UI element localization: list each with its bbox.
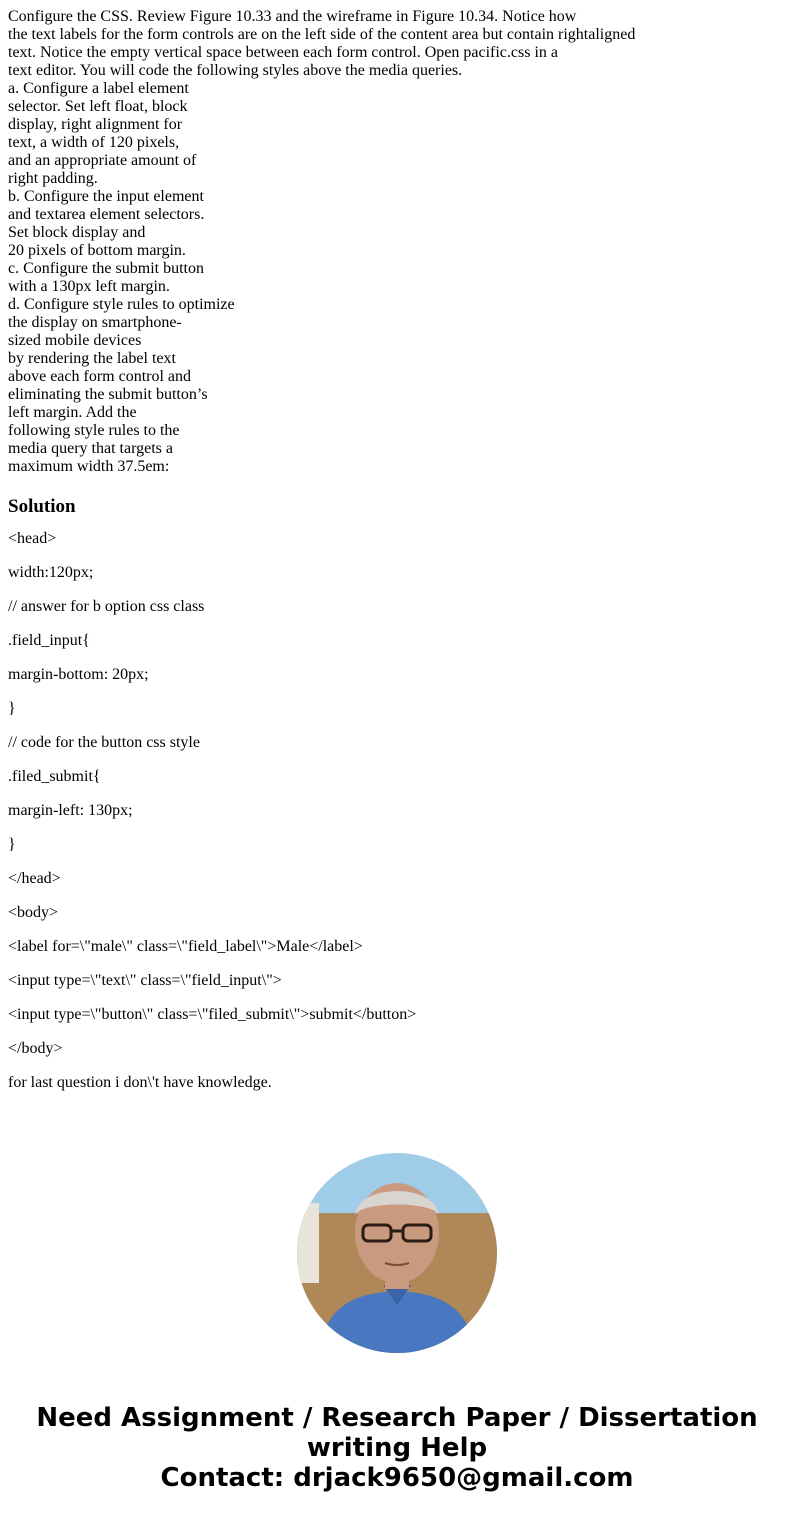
question-line: and an appropriate amount of [8,152,197,169]
question-line: b. Configure the input element [8,188,204,205]
solution-line: // answer for b option css class [8,598,205,615]
solution-heading: Solution [8,496,76,517]
question-line: right padding. [8,170,98,187]
question-line: the display on smartphone- [8,314,182,331]
photo-switchboard [297,1203,319,1283]
footer-line-2: writing Help [306,1433,488,1463]
author-portrait [297,1153,497,1353]
question-line: display, right alignment for [8,116,183,133]
solution-line: .field_input{ [8,632,90,649]
question-line: the text labels for the form controls are on the left side of the content area but contain rightaligned [8,26,636,43]
question-line: d. Configure style rules to optimize [8,296,235,313]
question-line: Set block display and [8,224,146,241]
solution-line: for last question i don\'t have knowledge. [8,1074,272,1091]
solution-line: margin-left: 130px; [8,802,133,819]
question-line: text editor. You will code the following styles above the media queries. [8,62,463,79]
solution-line: .filed_submit{ [8,768,101,785]
promo-footer [0,1403,794,1493]
question-line: left margin. Add the [8,404,137,421]
solution-line: margin-bottom: 20px; [8,666,149,683]
solution-line: <body> [8,904,59,921]
solution-line: width:120px; [8,564,94,581]
question-line: maximum width 37.5em: [8,458,170,475]
solution-line: } [8,700,16,717]
author-photo [297,1153,497,1353]
question-line: 20 pixels of bottom margin. [8,242,186,259]
question-line: Configure the CSS. Review Figure 10.33 and the wireframe in Figure 10.34. Notice how [8,8,577,25]
solution-line: <input type=\"text\" class=\"field_input\"> [8,972,282,989]
question-line: following style rules to the [8,422,180,439]
question-text [8,8,786,476]
question-line: media query that targets a [8,440,173,457]
question-line: text. Notice the empty vertical space between each form control. Open pacific.css in a [8,44,558,61]
solution-line: } [8,836,16,853]
solution-line: <head> [8,530,57,547]
question-line: c. Configure the submit button [8,260,204,277]
question-line: selector. Set left float, block [8,98,188,115]
solution-line: // code for the button css style [8,734,200,751]
question-line: eliminating the submit button’s [8,386,208,403]
solution-line: <label for=\"male\" class=\"field_label\">Male</label> [8,938,363,955]
solution-line: </body> [8,1040,63,1057]
question-line: by rendering the label text [8,350,176,367]
question-line: with a 130px left margin. [8,278,170,295]
footer-contact: Contact: drjack9650@gmail.com [160,1463,634,1493]
solution-line: <input type=\"button\" class=\"filed_submit\">submit</button> [8,1006,417,1023]
question-line: above each form control and [8,368,192,385]
question-line: a. Configure a label element [8,80,189,97]
question-line: and textarea element selectors. [8,206,205,223]
question-line: sized mobile devices [8,332,142,349]
solution-line: </head> [8,870,61,887]
question-line: text, a width of 120 pixels, [8,134,180,151]
solution-body [8,530,786,1092]
footer-line-1: Need Assignment / Research Paper / Dissertation [36,1403,758,1433]
